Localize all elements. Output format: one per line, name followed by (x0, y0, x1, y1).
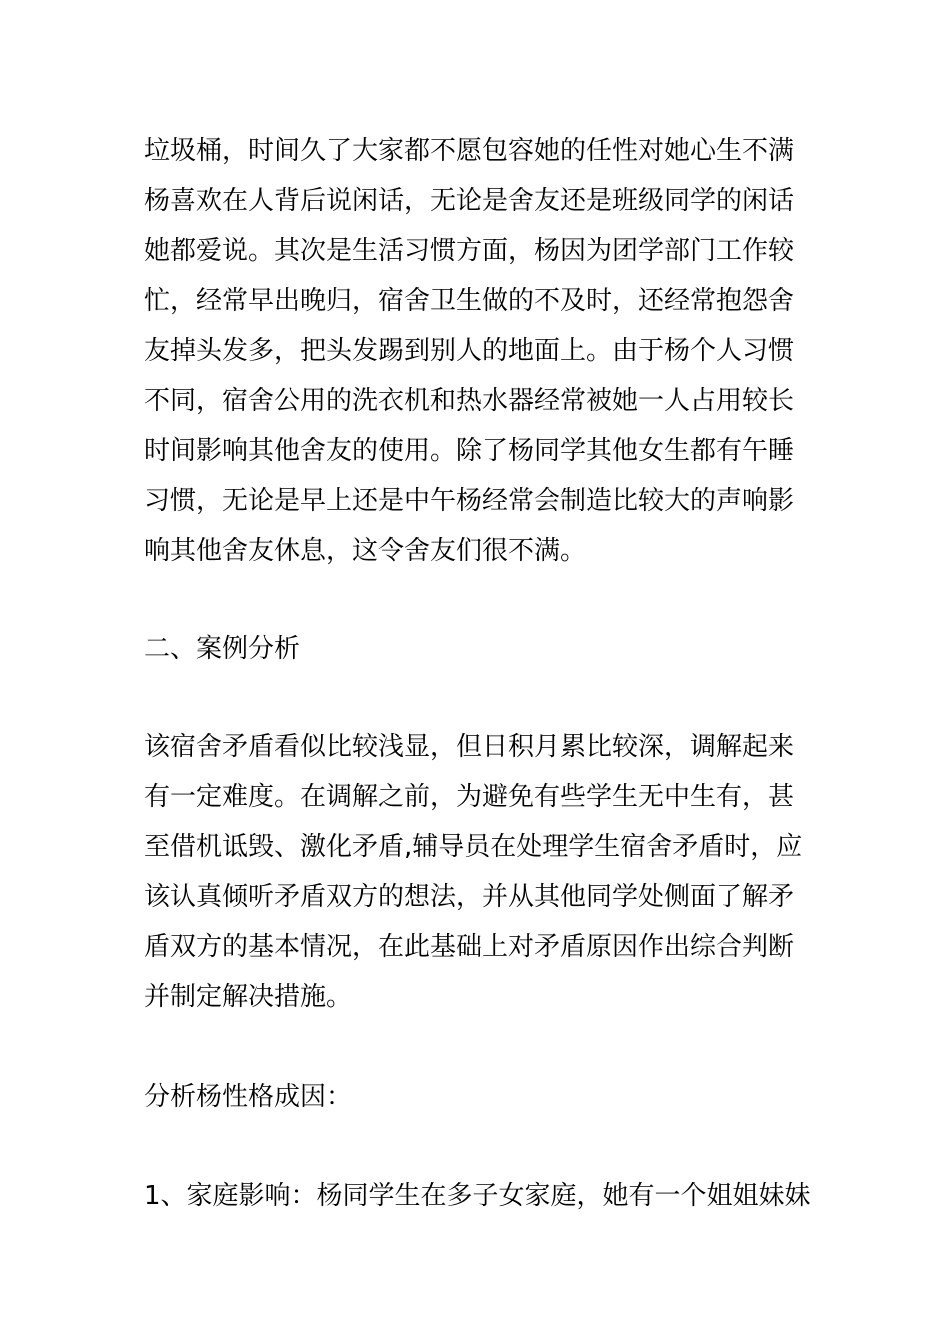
text-line: 不同，宿舍公用的洗衣机和热水器经常被她一人占用较长 (144, 386, 795, 416)
section-heading-text: 二、案例分析 (144, 634, 301, 664)
paragraph-dormitory-conflict-description (144, 126, 816, 576)
list-item-text: 1、家庭影响：杨同学生在多子女家庭，她有一个姐姐妹妹 (144, 1181, 811, 1211)
section-heading-case-analysis (144, 624, 816, 674)
text-line: 至借机诋毁、激化矛盾,辅导员在处理学生宿舍矛盾时，应 (144, 832, 803, 862)
text-line: 垃圾桶，时间久了大家都不愿包容她的任性对她心生不满 (144, 136, 795, 166)
list-item-family-influence (144, 1171, 816, 1221)
text-line: 该认真倾听矛盾双方的想法，并从其他同学处侧面了解矛 (144, 882, 795, 912)
text-line: 她都爱说。其次是生活习惯方面，杨因为团学部门工作较 (144, 236, 795, 266)
text-line: 响其他舍友休息，这令舍友们很不满。 (144, 536, 587, 566)
text-line: 时间影响其他舍友的使用。除了杨同学其他女生都有午睡 (144, 436, 795, 466)
text-line: 该宿舍矛盾看似比较浅显，但日积月累比较深，调解起来 (144, 732, 795, 762)
text-line: 并制定解决措施。 (144, 982, 353, 1012)
subheading-personality-causes (144, 1072, 816, 1122)
text-line: 有一定难度。在调解之前，为避免有些学生无中生有，甚 (144, 782, 795, 812)
text-line: 杨喜欢在人背后说闲话，无论是舍友还是班级同学的闲话 (144, 186, 795, 216)
subheading-text: 分析杨性格成因： (144, 1082, 353, 1112)
text-line: 盾双方的基本情况，在此基础上对矛盾原因作出综合判断 (144, 932, 795, 962)
text-line: 忙，经常早出晚归，宿舍卫生做的不及时，还经常抱怨舍 (144, 286, 795, 316)
text-line: 友掉头发多，把头发踢到别人的地面上。由于杨个人习惯 (144, 336, 795, 366)
text-line: 习惯，无论是早上还是中午杨经常会制造比较大的声响影 (144, 486, 795, 516)
paragraph-case-analysis (144, 722, 816, 1022)
